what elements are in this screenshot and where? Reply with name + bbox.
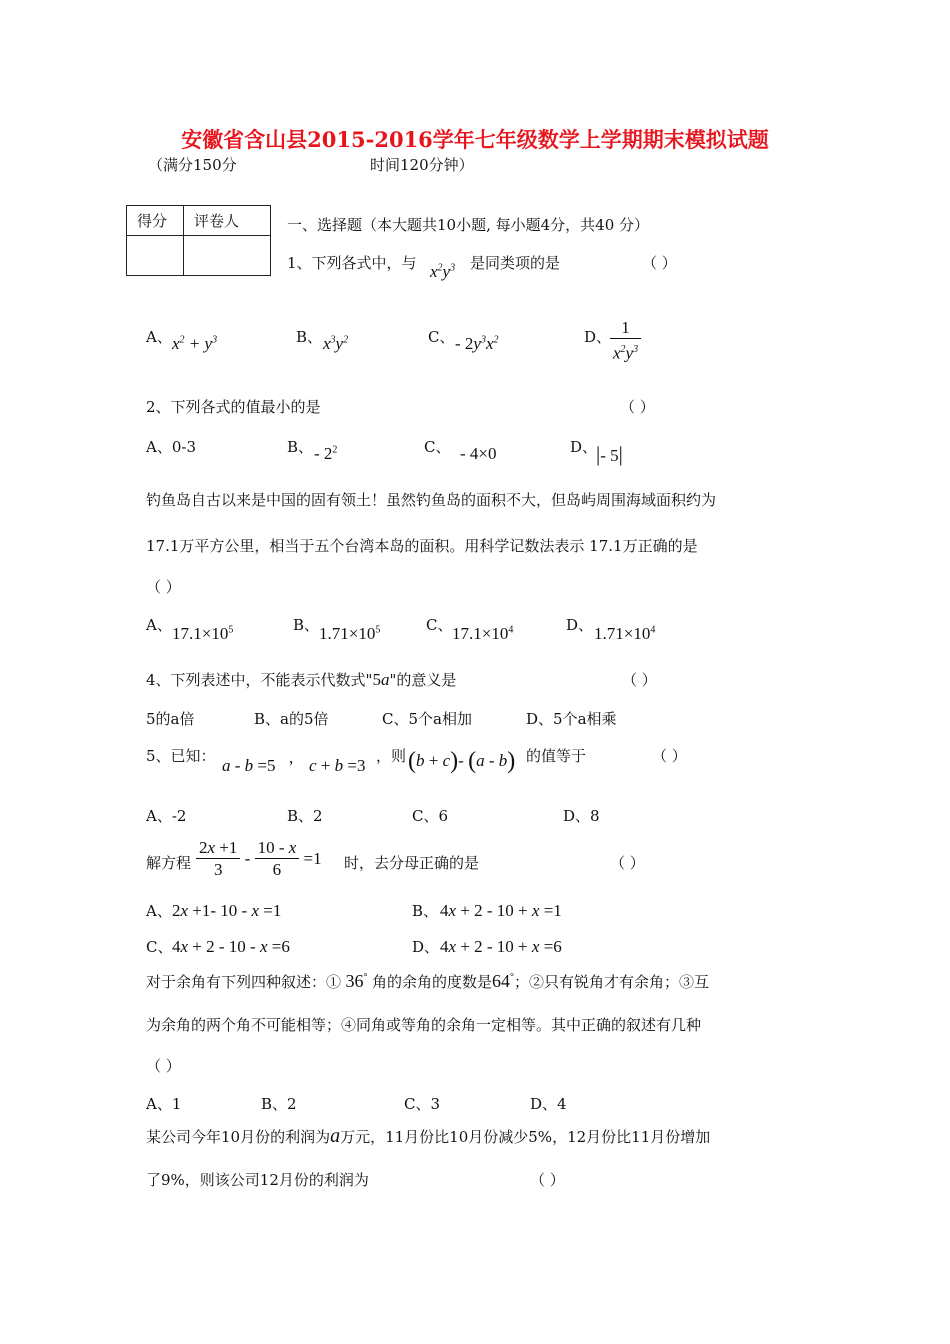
- q6-d-expr: 4x + 2 - 10 + x =6: [440, 937, 562, 956]
- q4-c: C、5个a相加: [382, 710, 472, 728]
- q1-b-expr: $x^3y^2$: [323, 334, 349, 353]
- q8-paren: （ ）: [530, 1171, 565, 1189]
- q7-line1: [146, 971, 709, 992]
- full-score: （满分150分: [148, 156, 237, 174]
- q1-a-expr: $x^2 + y^3$: [172, 334, 218, 353]
- q6-equation: $\frac{2x +1}{3}$ - $\frac{10 - x}{6}$ =1: [196, 838, 322, 881]
- q3-c-label: C、: [426, 616, 453, 634]
- q3-d-expr: $1.71\times 10^4$: [594, 624, 656, 643]
- q7-c: C、3: [404, 1095, 441, 1113]
- q2-b-expr: - $2^2$: [314, 444, 338, 463]
- q6-b-label: B、: [412, 902, 439, 920]
- q4-paren: （ ）: [622, 671, 657, 689]
- grader-cell: [184, 236, 271, 276]
- q2-c-expr: - 4×0: [460, 444, 497, 463]
- q5-stem-a: 5、已知：: [146, 747, 216, 765]
- q4-d: D、5个a相乘: [526, 710, 617, 728]
- q2-stem: 2、下列各式的值最小的是: [146, 398, 321, 416]
- q7-line1-a: 对于余角有下列四种叙述：①: [146, 973, 342, 991]
- q6-d-label: D、: [412, 938, 440, 956]
- q4-stem-b: "的意义是: [389, 671, 457, 689]
- q7-a: A、1: [146, 1095, 182, 1113]
- q6-stem-b: 时，去分母正确的是: [344, 854, 480, 872]
- q5-c: C、6: [412, 807, 449, 825]
- q2-d-expr: |- 5|: [596, 442, 623, 466]
- q8-var-a: a: [330, 1125, 341, 1147]
- q3-a-label: A、: [146, 616, 172, 634]
- score-table: [126, 205, 271, 276]
- q1-d-expr: $\frac{1}{x^2y^3}$: [610, 318, 641, 365]
- q8-line1-b: 万元，11月份比10月份减少5%，12月份比11月份增加: [340, 1128, 711, 1146]
- q4-a: 5的a倍: [146, 710, 195, 728]
- q5-a: A、-2: [146, 807, 187, 825]
- q3-b-label: B、: [293, 616, 320, 634]
- q5-stem-c: 的值等于: [526, 747, 587, 765]
- q2-paren: （ ）: [620, 398, 655, 416]
- q1-a-label: A、: [146, 328, 172, 346]
- q6-stem-a: 解方程: [146, 854, 192, 872]
- q6-c-label: C、: [146, 938, 173, 956]
- q1-term: $x^2y^3$: [430, 262, 456, 281]
- q6-a-label: A、: [146, 902, 172, 920]
- q7-d: D、4: [530, 1095, 567, 1113]
- q6-a-expr: 2x +1- 10 - x =1: [172, 901, 282, 920]
- q5-b: B、2: [287, 807, 323, 825]
- q2-a: A、0-3: [146, 438, 196, 456]
- q6-paren: （ ）: [610, 854, 645, 872]
- q6-b-expr: 4x + 2 - 10 + x =1: [440, 901, 562, 920]
- q7-angle-36: 36°: [341, 971, 368, 991]
- q5-comma: ,: [289, 748, 294, 767]
- q8-line2: 了9%，则该公司12月份的利润为: [146, 1171, 369, 1189]
- q7-line1-b: 角的余角的度数是: [372, 973, 493, 991]
- q1-c-label: C、: [428, 328, 455, 346]
- q4-b: B、a的5倍: [254, 710, 329, 728]
- grader-header: 评卷人: [184, 206, 271, 236]
- q3-paren: （ ）: [146, 578, 181, 596]
- q3-line2: 17.1万平方公里，相当于五个台湾本岛的面积。用科学记数法表示 17.1万正确的是: [146, 537, 698, 555]
- q1-paren: （ ）: [642, 254, 677, 272]
- exam-time: 时间120分钟）: [370, 156, 474, 174]
- q5-expr: (b + c)- (a - b): [408, 748, 516, 774]
- q3-line1: 钓鱼岛自古以来是中国的固有领土！虽然钓鱼岛的面积不大，但岛屿周围海域面积约为: [146, 491, 717, 509]
- q2-c-label: C、: [424, 438, 451, 456]
- q2-d-label: D、: [570, 438, 598, 456]
- q1-c-expr: - $2y^3x^2$: [455, 334, 499, 353]
- q8-line1-a: 某公司今年10月份的利润为: [146, 1128, 331, 1146]
- q7-line1-c: ；②只有锐角才有余角；③互: [514, 973, 710, 991]
- q7-b: B、2: [261, 1095, 297, 1113]
- q3-c-expr: $17.1\times 10^4$: [452, 624, 514, 643]
- q3-a-expr: $17.1\times 10^5$: [172, 624, 234, 643]
- q1-stem-a: 1、下列各式中，与: [287, 254, 417, 272]
- q5-stem-b: ，则: [376, 747, 407, 765]
- page-title: 安徽省含山县2015-2016学年七年级数学上学期期末模拟试题: [181, 127, 769, 152]
- q4-stem: [146, 669, 456, 690]
- q7-line2: 为余角的两个角不可能相等；④同角或等角的余角一定相等。其中正确的叙述有几种: [146, 1016, 702, 1034]
- q4-expr: 5a: [372, 670, 390, 689]
- score-header: 得分: [127, 206, 184, 236]
- q1-stem-b: 是同类项的是: [470, 254, 561, 272]
- q8-line1: [146, 1125, 710, 1148]
- q4-stem-a: 4、下列表述中，不能表示代数式": [146, 671, 373, 689]
- q6-c-expr: 4x + 2 - 10 - x =6: [172, 937, 290, 956]
- q5-paren: （ ）: [652, 747, 687, 765]
- q7-angle-64: 64°: [492, 971, 515, 991]
- q1-b-label: B、: [296, 328, 323, 346]
- q5-d: D、8: [563, 807, 600, 825]
- q2-b-label: B、: [287, 438, 314, 456]
- q3-b-expr: $1.71\times 10^5$: [319, 624, 381, 643]
- q7-paren: （ ）: [146, 1057, 181, 1075]
- q5-cond2: c + b =3: [309, 756, 366, 775]
- q3-d-label: D、: [566, 616, 594, 634]
- q1-d-label: D、: [584, 328, 612, 346]
- score-cell: [127, 236, 184, 276]
- q5-cond1: a - b =5: [222, 756, 276, 775]
- section-heading: 一、选择题（本大题共10小题, 每小题4分，共40 分）: [287, 216, 650, 234]
